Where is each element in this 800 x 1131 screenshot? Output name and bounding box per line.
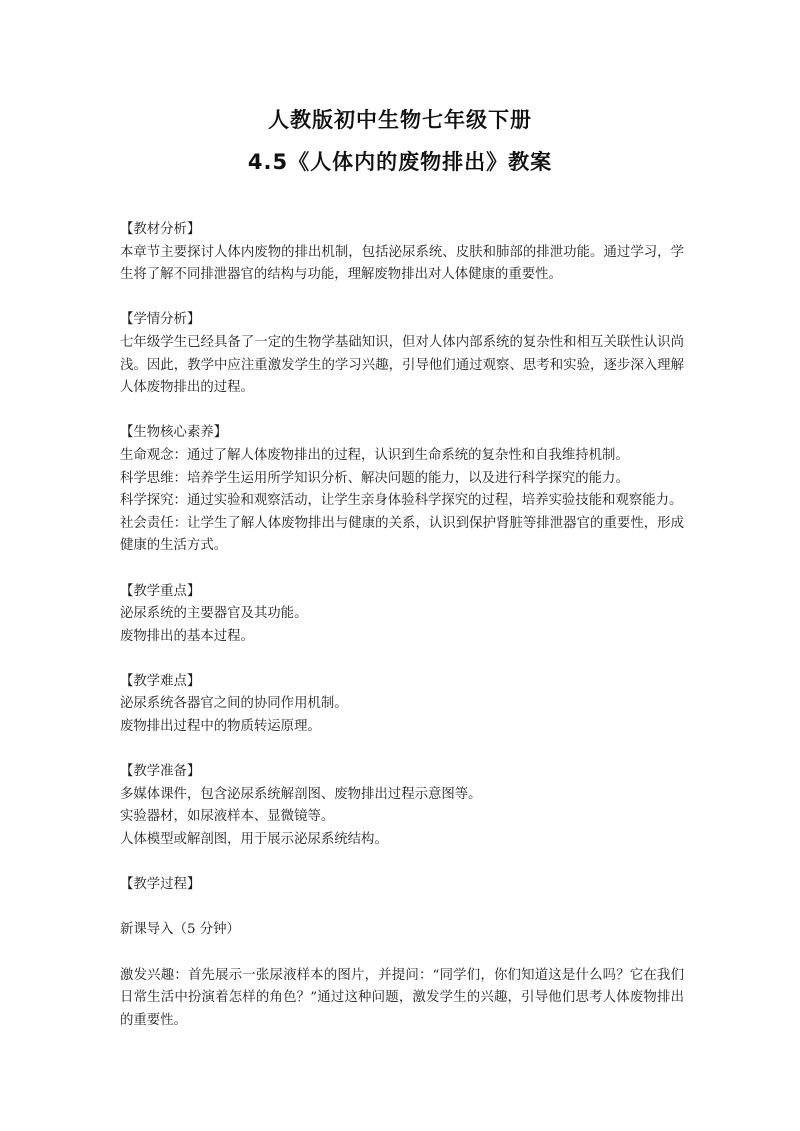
paragraph: 七年级学生已经具备了一定的生物学基础知识，但对人体内部系统的复杂性和相互关联性认识尚浅。因此，教学中应注重激发学生的学习兴趣，引导他们通过观察、思考和实验，逐步深入理解人体废物排出的过程。 xyxy=(120,334,684,396)
section-heading: 【教学重点】 xyxy=(120,583,201,599)
document-title-line1: 人教版初中生物七年级下册 xyxy=(268,108,532,132)
document-title-line2: 4.5《人体内的废物排出》教案 xyxy=(247,150,553,174)
paragraph: 社会责任：让学生了解人体废物排出与健康的关系，认识到保护肾脏等排泄器官的重要性，形成健康的生活方式。 xyxy=(120,515,684,554)
section-heading: 【教学准备】 xyxy=(120,764,201,780)
section-lesson-intro xyxy=(120,919,684,942)
paragraph: 新课导入（5 分钟） xyxy=(120,922,240,938)
paragraph: 实验器材，如尿液样本、显微镜等。 xyxy=(120,809,335,825)
section-teaching-difficulty xyxy=(120,671,684,739)
section-heading: 【教学难点】 xyxy=(120,673,201,689)
paragraph: 泌尿系统的主要器官及其功能。 xyxy=(120,606,308,622)
section-heading: 【学情分析】 xyxy=(120,312,201,328)
paragraph: 本章节主要探讨人体内废物的排出机制，包括泌尿系统、皮肤和肺部的排泄功能。通过学习，学生将了解不同排泄器官的结构与功能，理解废物排出对人体健康的重要性。 xyxy=(120,244,684,283)
section-teaching-focus xyxy=(120,581,684,649)
paragraph: 科学思维：培养学生运用所学知识分析、解决问题的能力，以及进行科学探究的能力。 xyxy=(120,470,629,486)
section-heading: 【生物核心素养】 xyxy=(120,425,228,441)
section-core-literacy xyxy=(120,422,684,558)
paragraph: 泌尿系统各器官之间的协同作用机制。 xyxy=(120,696,348,712)
paragraph: 生命观念：通过了解人体废物排出的过程，认识到生命系统的复杂性和自我维持机制。 xyxy=(120,447,629,463)
section-teaching-preparation xyxy=(120,761,684,851)
section-student-analysis xyxy=(120,309,684,399)
document-body xyxy=(120,219,684,1055)
section-textbook-analysis xyxy=(120,219,684,287)
paragraph: 激发兴趣：首先展示一张尿液样本的图片，并提问：“同学们，你们知道这是什么吗？它在我们日常生活中扮演着怎样的角色？”通过这种问题，激发学生的兴趣，引导他们思考人体废物排出的重要性。 xyxy=(120,967,684,1028)
paragraph: 废物排出的基本过程。 xyxy=(120,628,254,644)
paragraph: 科学探究：通过实验和观察活动，让学生亲身体验科学探究的过程，培养实验技能和观察能力。 xyxy=(120,493,683,509)
paragraph: 废物排出过程中的物质转运原理。 xyxy=(120,719,321,735)
section-teaching-process xyxy=(120,874,684,897)
paragraph: 人体模型或解剖图，用于展示泌尿系统结构。 xyxy=(120,832,388,848)
section-heading: 【教学过程】 xyxy=(120,877,201,893)
paragraph: 多媒体课件，包含泌尿系统解剖图、废物排出过程示意图等。 xyxy=(120,786,482,802)
section-spark-interest xyxy=(120,965,684,1033)
section-heading: 【教材分析】 xyxy=(120,222,201,237)
